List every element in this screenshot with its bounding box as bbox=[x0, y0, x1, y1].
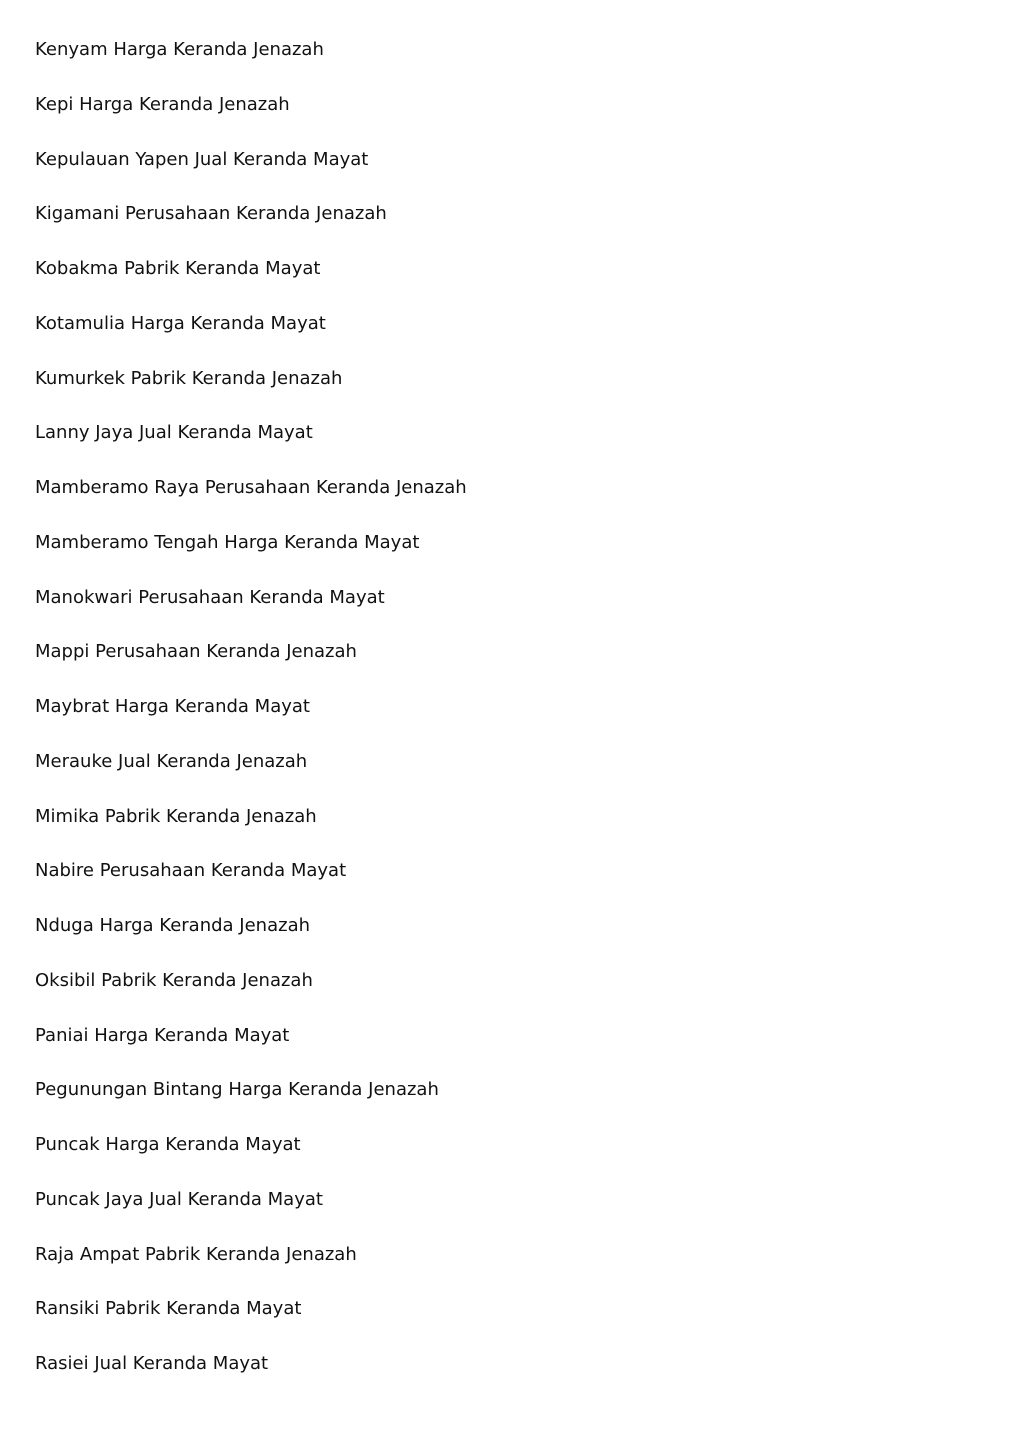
text-line: Kumurkek Pabrik Keranda Jenazah bbox=[35, 367, 343, 389]
text-line: Kotamulia Harga Keranda Mayat bbox=[35, 312, 326, 334]
text-line: Paniai Harga Keranda Mayat bbox=[35, 1024, 290, 1046]
text-line: Rasiei Jual Keranda Mayat bbox=[35, 1353, 269, 1374]
text-line: Ransiki Pabrik Keranda Mayat bbox=[35, 1298, 302, 1320]
text-line: Oksibil Pabrik Keranda Jenazah bbox=[35, 969, 313, 991]
text-line: Kenyam Harga Keranda Jenazah bbox=[35, 39, 324, 60]
text-line: Maybrat Harga Keranda Mayat bbox=[35, 696, 310, 717]
text-line: Merauke Jual Keranda Jenazah bbox=[35, 750, 308, 772]
text-line: Kobakma Pabrik Keranda Mayat bbox=[35, 258, 321, 279]
text-line: Puncak Harga Keranda Mayat bbox=[35, 1134, 301, 1155]
text-line: Puncak Jaya Jual Keranda Mayat bbox=[35, 1188, 323, 1210]
text-line: Mamberamo Raya Perusahaan Keranda Jenazah bbox=[35, 477, 467, 498]
text-line: Nabire Perusahaan Keranda Mayat bbox=[35, 860, 347, 882]
text-line: Lanny Jaya Jual Keranda Mayat bbox=[35, 422, 313, 444]
text-line: Raja Ampat Pabrik Keranda Jenazah bbox=[35, 1243, 357, 1265]
text-line-list bbox=[35, 36, 467, 1405]
text-line: Mappi Perusahaan Keranda Jenazah bbox=[35, 641, 357, 663]
text-line: Nduga Harga Keranda Jenazah bbox=[35, 915, 311, 936]
text-line: Kepulauan Yapen Jual Keranda Mayat bbox=[35, 148, 369, 170]
text-line: Mimika Pabrik Keranda Jenazah bbox=[35, 805, 317, 827]
text-line: Kigamani Perusahaan Keranda Jenazah bbox=[35, 203, 387, 225]
text-line: Kepi Harga Keranda Jenazah bbox=[35, 93, 290, 115]
text-line: Mamberamo Tengah Harga Keranda Mayat bbox=[35, 531, 420, 553]
text-line: Manokwari Perusahaan Keranda Mayat bbox=[35, 586, 385, 608]
text-line: Pegunungan Bintang Harga Keranda Jenazah bbox=[35, 1079, 439, 1101]
